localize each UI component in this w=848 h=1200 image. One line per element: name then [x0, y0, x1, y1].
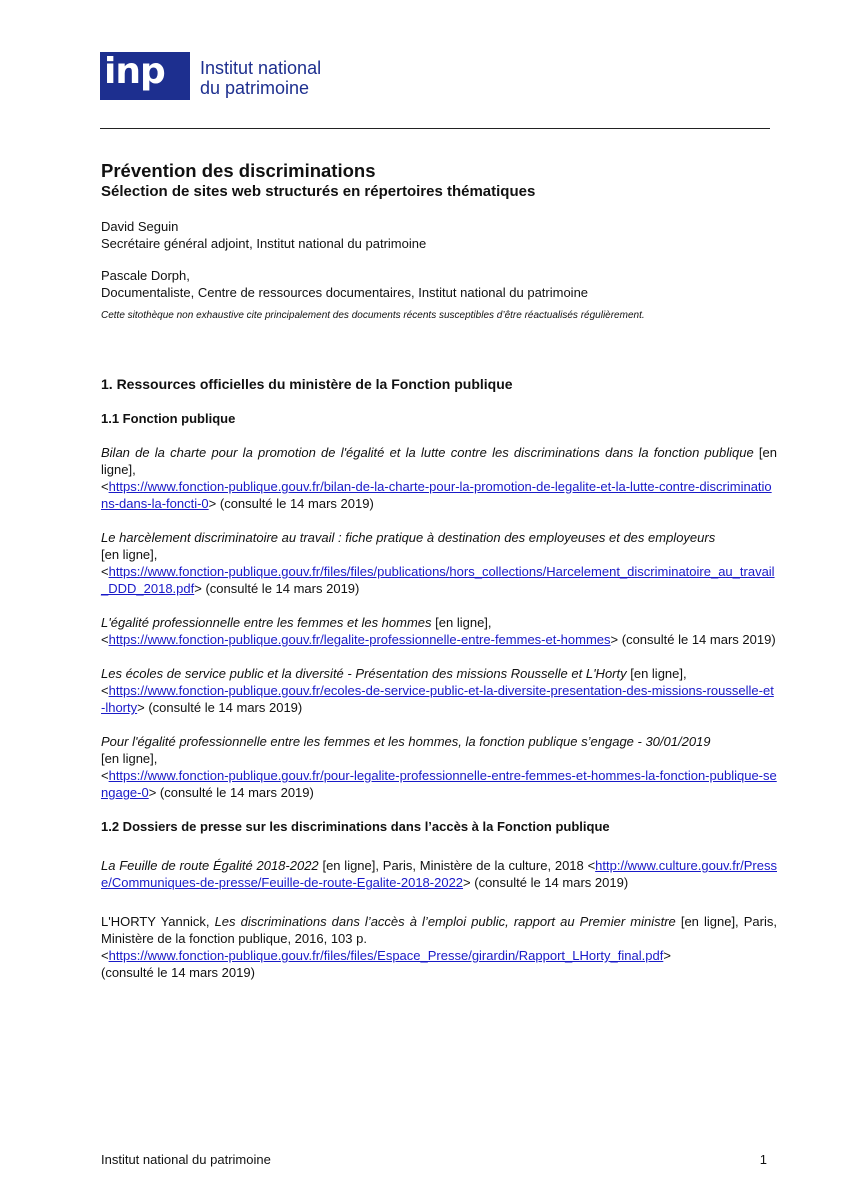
logo-line-2: du patrimoine [200, 78, 310, 98]
author-block [101, 267, 777, 301]
reference-title: Bilan de la charte pour la promotion de l'égalité et la lutte contre les discriminations dans la fonction publique [101, 445, 754, 460]
reference-link[interactable]: https://www.fonction-publique.gouv.fr/files/files/Espace_Presse/girardin/Rapport_LHorty_final.pdf [108, 948, 664, 963]
reference-title: La Feuille de route Égalité 2018-2022 [101, 858, 319, 873]
reference-link[interactable]: https://www.fonction-publique.gouv.fr/bilan-de-la-charte-pour-la-promotion-de-legalite-et-la-lutte-contre-discriminations-dans-la-foncti-0 [101, 479, 772, 511]
logo-line-1: Institut national [200, 58, 322, 78]
reference-item: L'HORTY Yannick, Les discriminations dans l’accès à l’emploi public, rapport au Premier ministre [en ligne], Paris, Ministère de la fonction publique, 2016, 103 p. <https://www.fonction-publique.gouv.fr/files/files/Espace_Presse/girardin/Rapport_LHorty_final.pdf> (consulté le 14 mars 2019) [101, 914, 777, 980]
reference-online: [en ligne], [101, 445, 777, 477]
reference-online: [en ligne], [101, 547, 158, 562]
reference-details: [en ligne], Paris, Ministère de la fonction publique, 2016, 103 p. [101, 914, 777, 946]
author-name: David Seguin [101, 219, 179, 234]
reference-title: Les écoles de service public et la diversité - Présentation des missions Rousselle et L'Horty [101, 666, 627, 681]
reference-link[interactable]: https://www.fonction-publique.gouv.fr/ecoles-de-service-public-et-la-diversite-presentation-des-missions-rousselle-et-lhorty [101, 683, 774, 715]
logo-text [200, 58, 400, 98]
reference-title: Pour l'égalité professionnelle entre les femmes et les hommes, la fonction publique s’engage - 30/01/2019 [101, 734, 711, 749]
author-role: Documentaliste, Centre de ressources documentaires, Institut national du patrimoine [101, 285, 589, 300]
reference-consulted: (consulté le 14 mars 2019) [144, 700, 303, 715]
author-role: Secrétaire général adjoint, Institut national du patrimoine [101, 236, 427, 251]
reference-link[interactable]: http://www.culture.gouv.fr/Presse/Communiques-de-presse/Feuille-de-route-Egalite-2018-2022 [101, 858, 777, 890]
reference-link[interactable]: https://www.fonction-publique.gouv.fr/legalite-professionnelle-entre-femmes-et-hommes [108, 632, 611, 647]
reference-consulted: (consulté le 14 mars 2019) [101, 965, 255, 980]
reference-link[interactable]: https://www.fonction-publique.gouv.fr/pour-legalite-professionnelle-entre-femmes-et-hommes-la-fonction-publique-sengage-0 [101, 768, 777, 800]
reference-title: L'égalité professionnelle entre les femmes et les hommes [101, 615, 432, 630]
reference-consulted: (consulté le 14 mars 2019) [216, 496, 374, 511]
reference-item: Pour l'égalité professionnelle entre les femmes et les hommes, la fonction publique s’engage - 30/01/2019 [en ligne], <https://www.fonction-publique.gouv.fr/pour-legalite-professionnelle-entre-femmes-et-hommes-la-fonction-publique-sengage-0> (consulté le 14 mars 2019) [101, 734, 777, 800]
reference-item: Le harcèlement discriminatoire au travail : fiche pratique à destination des employeuses et des employeurs [en ligne], <https://www.fonction-publique.gouv.fr/files/files/publications/hors_collections/Harcelement_discriminatoire_au_travail_DDD_2018.pdf> (consulté le 14 mars 2019) [101, 530, 775, 596]
reference-title: Les discriminations dans l’accès à l’emploi public, rapport au Premier ministre [214, 914, 676, 929]
page-footer [101, 1152, 767, 1167]
reference-item: La Feuille de route Égalité 2018-2022 [en ligne], Paris, Ministère de la culture, 2018 <http://www.culture.gouv.fr/Presse/Communiques-de-presse/Feuille-de-route-Egalite-2018-2022> (consulté le 14 mars 2019) [101, 858, 777, 890]
header-rule [100, 128, 770, 129]
document-title: Prévention des discriminations [101, 160, 376, 181]
section-heading-1: 1. Ressources officielles du ministère de la Fonction publique [101, 376, 513, 392]
reference-title: Le harcèlement discriminatoire au travail : fiche pratique à destination des employeuses et des employeurs [101, 530, 716, 545]
reference-online: [en ligne], [431, 615, 492, 630]
reference-details: [en ligne], Paris, Ministère de la culture, 2018 [318, 858, 588, 873]
document-body [101, 160, 777, 998]
reference-author: L'HORTY Yannick, [101, 914, 215, 929]
footer-text: Institut national du patrimoine [101, 1152, 271, 1167]
author-name: Pascale Dorph, [101, 268, 190, 283]
section-heading-1-1: 1.1 Fonction publique [101, 411, 236, 426]
disclaimer-note: Cette sitothèque non exhaustive cite principalement des documents récents susceptibles d’être réactualisés régulièrement. [101, 310, 645, 321]
document-subtitle: Sélection de sites web structurés en répertoires thématiques [101, 183, 536, 200]
reference-consulted: (consulté le 14 mars 2019) [470, 875, 629, 890]
reference-item: Les écoles de service public et la diversité - Présentation des missions Rousselle et L'Horty [en ligne], <https://www.fonction-publique.gouv.fr/ecoles-de-service-public-et-la-diversite-presentation-des-missions-rousselle-et-lhorty> (consulté le 14 mars 2019) [101, 666, 774, 715]
reference-online: [en ligne], [626, 666, 687, 681]
logo-mark: inp [100, 52, 190, 100]
section-heading-1-2: 1.2 Dossiers de presse sur les discriminations dans l’accès à la Fonction publique [101, 819, 610, 834]
reference-link[interactable]: https://www.fonction-publique.gouv.fr/files/files/publications/hors_collections/Harcelement_discriminatoire_au_travail_DDD_2018.pdf [101, 564, 775, 596]
reference-consulted: (consulté le 14 mars 2019) [618, 632, 776, 647]
reference-item: Bilan de la charte pour la promotion de l'égalité et la lutte contre les discriminations dans la fonction publique [en ligne], <https://www.fonction-publique.gouv.fr/bilan-de-la-charte-pour-la-promotion-de-legalite-et-la-lutte-contre-discriminations-dans-la-foncti-0> (consulté le 14 mars 2019) [101, 445, 777, 511]
author-block [101, 218, 777, 252]
reference-online: [en ligne], [101, 751, 158, 766]
page-number: 1 [759, 1152, 767, 1167]
reference-consulted: (consulté le 14 mars 2019) [201, 581, 360, 596]
reference-consulted: (consulté le 14 mars 2019) [156, 785, 314, 800]
reference-item: L'égalité professionnelle entre les femmes et les hommes [en ligne], <https://www.fonction-publique.gouv.fr/legalite-professionnelle-entre-femmes-et-hommes> (consulté le 14 mars 2019) [101, 615, 776, 647]
